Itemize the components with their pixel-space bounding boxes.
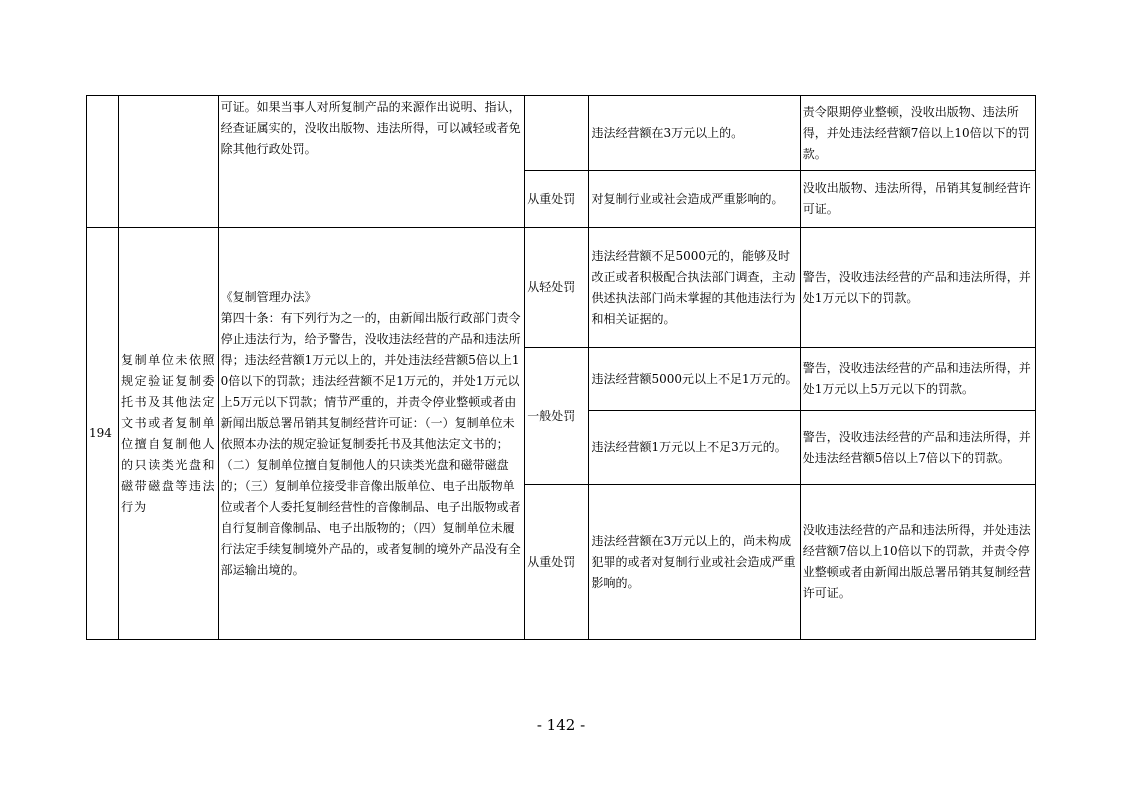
penalty-level-cell	[525, 96, 589, 171]
penalty-level-cell: 从重处罚	[525, 485, 589, 640]
penalty-measure-cell: 没收出版物、违法所得，吊销其复制经营许可证。	[800, 171, 1035, 228]
penalty-level-cell: 一般处罚	[525, 348, 589, 485]
penalty-measure-cell: 没收违法经营的产品和违法所得，并处违法经营额7倍以上10倍以下的罚款，并责令停业整顿或者由新闻出版总署吊销其复制经营许可证。	[800, 485, 1035, 640]
circumstance-cell: 对复制行业或社会造成严重影响的。	[589, 171, 800, 228]
legal-basis-cell	[218, 228, 525, 640]
circumstance-cell: 违法经营额5000元以上不足1万元的。	[589, 348, 800, 411]
regulation-title: 《复制管理办法》	[220, 289, 317, 304]
penalty-measure-cell: 责令限期停业整顿，没收出版物、违法所得，并处违法经营额7倍以上10倍以下的罚款。	[800, 96, 1035, 171]
page-number: - 142 -	[536, 716, 586, 734]
table-row	[87, 228, 1036, 348]
illegal-act-cell	[119, 96, 218, 228]
circumstance-cell: 违法经营额在3万元以上的，尚未构成犯罪的或者对复制行业或社会造成严重影响的。	[589, 485, 800, 640]
illegal-act-cell: 复制单位未依照规定验证复制委托书及其他法定文书或者复制单位擅自复制他人的只读类光盘和磁带磁盘等违法行为	[119, 228, 218, 640]
table-row	[87, 96, 1036, 171]
penalty-level-cell: 从重处罚	[525, 171, 589, 228]
penalty-measure-cell: 警告，没收违法经营的产品和违法所得，并处1万元以上5万元以下的罚款。	[800, 348, 1035, 411]
item-number-cell	[87, 96, 119, 228]
circumstance-cell: 违法经营额不足5000元的，能够及时改正或者积极配合执法部门调查，主动供述执法部门尚未掌握的其他违法行为和相关证据的。	[589, 228, 800, 348]
legal-basis-cell: 可证。如果当事人对所复制产品的来源作出说明、指认，经查证属实的，没收出版物、违法所得，可以减轻或者免除其他行政处罚。	[218, 96, 525, 228]
penalty-standards-table	[86, 95, 1036, 640]
penalty-measure-cell: 警告，没收违法经营的产品和违法所得，并处违法经营额5倍以上7倍以下的罚款。	[800, 411, 1035, 485]
circumstance-cell: 违法经营额1万元以上不足3万元的。	[589, 411, 800, 485]
penalty-level-cell: 从轻处罚	[525, 228, 589, 348]
item-number-cell: 194	[87, 228, 119, 640]
penalty-measure-cell: 警告，没收违法经营的产品和违法所得，并处1万元以下的罚款。	[800, 228, 1035, 348]
circumstance-cell: 违法经营额在3万元以上的。	[589, 96, 800, 171]
regulation-article: 第四十条：有下列行为之一的，由新闻出版行政部门责令停止违法行为，给予警告，没收违法经营的产品和违法所得；违法经营额1万元以上的，并处违法经营额5倍以上10倍以下的罚款；违法经营额不足1万元的，并处1万元以上5万元以下罚款；情节严重的，并责令停业整顿或者由新闻出版总署吊销其复制经营许可证：（一）复制单位未依照本办法的规定验证复制委托书及其他法定文书的；（二）复制单位擅自复制他人的只读类光盘和磁带磁盘的；（三）复制单位接受非音像出版单位、电子出版物单位或者个人委托复制经营性的音像制品、电子出版物或者自行复制音像制品、电子出版物的；（四）复制单位未履行法定手续复制境外产品的，或者复制的境外产品没有全部运输出境的。	[220, 310, 521, 577]
